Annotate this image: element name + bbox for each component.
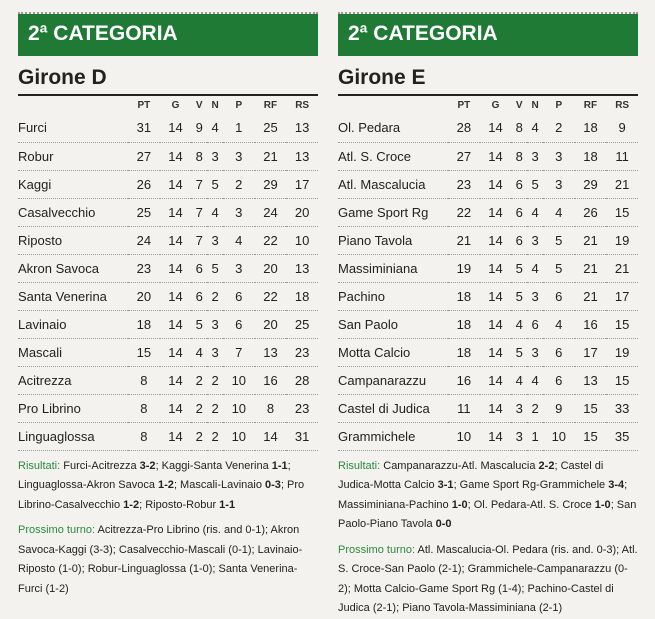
stat-cell: 6 <box>223 310 255 338</box>
stat-cell: 6 <box>543 366 575 394</box>
table-row <box>338 338 638 366</box>
stat-cell: 1 <box>223 114 255 142</box>
stat-cell: 2 <box>207 394 223 422</box>
stat-cell: 14 <box>160 338 192 366</box>
team-name: Pachino <box>338 282 448 310</box>
stat-cell: 15 <box>575 394 607 422</box>
stat-cell: 6 <box>511 198 527 226</box>
table-row <box>338 394 638 422</box>
stat-cell: 27 <box>448 142 480 170</box>
next-round-label: Prossimo turno: <box>338 543 416 556</box>
match-score: 1-2 <box>123 498 140 511</box>
match-score: 2-2 <box>538 459 555 472</box>
stat-cell: 14 <box>160 282 192 310</box>
match-text: ; San Paolo-Piano Tavola <box>338 498 637 530</box>
stat-cell: 3 <box>207 310 223 338</box>
stat-cell: 22 <box>255 226 287 254</box>
match-text: ; Game Sport Rg-Grammichele <box>453 479 609 491</box>
stat-cell: 20 <box>255 310 287 338</box>
stat-cell: 4 <box>511 310 527 338</box>
stat-cell: 13 <box>255 338 287 366</box>
stat-cell: 3 <box>207 226 223 254</box>
column-header: P <box>235 99 243 111</box>
stat-cell: 16 <box>255 366 287 394</box>
stat-cell: 3 <box>207 142 223 170</box>
stat-cell: 14 <box>160 170 192 198</box>
match-text: ; Ol. Pedara-Atl. S. Croce <box>467 498 595 511</box>
match-text: ; Castel di Judica-Motta Calcio <box>338 459 604 491</box>
stat-cell: 31 <box>286 422 318 450</box>
stat-cell: 23 <box>448 170 480 198</box>
table-row <box>18 422 318 450</box>
stat-cell: 4 <box>543 310 575 338</box>
stat-cell: 11 <box>448 394 480 422</box>
stat-cell: 15 <box>606 366 638 394</box>
stat-cell: 14 <box>160 226 192 254</box>
stat-cell: 13 <box>286 114 318 142</box>
stat-cell: 2 <box>191 422 207 450</box>
stat-cell: 35 <box>606 422 638 450</box>
stat-cell: 3 <box>511 422 527 450</box>
column-header: P <box>555 99 563 111</box>
match-score: 3-1 <box>437 479 454 491</box>
stat-cell: 4 <box>527 114 543 142</box>
stat-cell: 3 <box>543 142 575 170</box>
stat-cell: 2 <box>191 394 207 422</box>
stat-cell: 3 <box>527 338 543 366</box>
stat-cell: 8 <box>255 394 287 422</box>
stat-cell: 7 <box>223 338 255 366</box>
table-row <box>338 142 638 170</box>
column-header <box>338 96 448 114</box>
column-header <box>18 96 128 114</box>
results-paragraph <box>18 457 318 516</box>
team-name: Acitrezza <box>18 366 128 394</box>
stat-cell: 4 <box>543 198 575 226</box>
results-label: Risultati: <box>338 459 381 472</box>
team-name: Kaggi <box>18 170 128 198</box>
standings-column-girone-d <box>18 14 318 599</box>
stat-cell: 5 <box>511 338 527 366</box>
stat-cell: 14 <box>480 282 512 310</box>
stat-cell: 14 <box>160 254 192 282</box>
stat-cell: 4 <box>223 226 255 254</box>
stat-cell: 9 <box>191 114 207 142</box>
stat-cell: 14 <box>160 394 192 422</box>
standings-column-girone-e <box>338 14 638 619</box>
match-text: Furci-Acitrezza <box>63 459 140 472</box>
stat-cell: 9 <box>543 394 575 422</box>
column-header: V <box>515 99 523 111</box>
table-row <box>338 282 638 310</box>
stat-cell: 21 <box>255 142 287 170</box>
stat-cell: 4 <box>207 114 223 142</box>
column-header: RS <box>295 99 310 111</box>
stat-cell: 19 <box>448 254 480 282</box>
match-score: 1-0 <box>451 498 468 511</box>
stat-cell: 8 <box>128 394 160 422</box>
column-header: RF <box>263 99 278 111</box>
stat-cell: 3 <box>527 282 543 310</box>
stat-cell: 8 <box>511 114 527 142</box>
table-row <box>18 394 318 422</box>
table-row <box>338 170 638 198</box>
results-paragraph <box>338 457 638 535</box>
table-row <box>338 310 638 338</box>
match-score: 1-0 <box>594 498 611 511</box>
table-row <box>18 198 318 226</box>
column-header: PT <box>457 99 471 111</box>
girone-title: Girone D <box>18 66 107 89</box>
stat-cell: 5 <box>543 226 575 254</box>
team-name: Santa Venerina <box>18 282 128 310</box>
stat-cell: 6 <box>511 226 527 254</box>
stat-cell: 6 <box>191 282 207 310</box>
stat-cell: 26 <box>128 170 160 198</box>
stat-cell: 24 <box>128 226 160 254</box>
team-name: Furci <box>18 114 128 142</box>
stat-cell: 20 <box>286 198 318 226</box>
stat-cell: 28 <box>286 366 318 394</box>
stat-cell: 21 <box>575 226 607 254</box>
stat-cell: 16 <box>575 310 607 338</box>
next-round-text: Atl. Mascalucia-Ol. Pedara (ris. and. 0-3); Atl. S. Croce-San Paolo (2-1); Grammichele-Campanarazzu (0-2); Motta Calcio-Game Sport Rg (1-4); Pachino-Castel di Judica (2-1); Piano Tavola-Massiminiana (2-1) <box>338 543 638 614</box>
stat-cell: 2 <box>191 366 207 394</box>
team-name: Grammichele <box>338 422 448 450</box>
stat-cell: 8 <box>128 422 160 450</box>
stat-cell: 20 <box>128 282 160 310</box>
column-header: N <box>211 99 219 111</box>
match-score: 0-0 <box>435 518 452 530</box>
column-header: G <box>491 99 500 111</box>
team-name: Akron Savoca <box>18 254 128 282</box>
stat-cell: 33 <box>606 394 638 422</box>
column-header: RF <box>583 99 598 111</box>
stat-cell: 14 <box>480 366 512 394</box>
team-name: Lavinaio <box>18 310 128 338</box>
team-name: Atl. Mascalucia <box>338 170 448 198</box>
stat-cell: 18 <box>448 282 480 310</box>
column-header: N <box>531 99 539 111</box>
column-header: V <box>195 99 203 111</box>
stat-cell: 10 <box>223 394 255 422</box>
table-row <box>18 282 318 310</box>
stat-cell: 10 <box>223 422 255 450</box>
stat-cell: 21 <box>606 254 638 282</box>
next-round-paragraph <box>18 521 318 599</box>
stat-cell: 7 <box>191 198 207 226</box>
stat-cell: 18 <box>128 310 160 338</box>
match-score: 1-1 <box>271 459 288 472</box>
match-text: Campanarazzu-Atl. Mascalucia <box>383 459 539 472</box>
stat-cell: 5 <box>207 254 223 282</box>
stat-cell: 2 <box>207 282 223 310</box>
team-name: Atl. S. Croce <box>338 142 448 170</box>
stat-cell: 14 <box>480 254 512 282</box>
stat-cell: 29 <box>575 170 607 198</box>
match-text: ; Pro Librino-Casalvecchio <box>18 479 305 511</box>
stat-cell: 4 <box>527 198 543 226</box>
stat-cell: 21 <box>575 282 607 310</box>
stat-cell: 3 <box>223 254 255 282</box>
stat-cell: 5 <box>511 282 527 310</box>
stat-cell: 18 <box>448 310 480 338</box>
stat-cell: 3 <box>527 142 543 170</box>
stat-cell: 14 <box>160 198 192 226</box>
stat-cell: 22 <box>255 282 287 310</box>
stat-cell: 17 <box>575 338 607 366</box>
stat-cell: 20 <box>255 254 287 282</box>
table-row <box>338 254 638 282</box>
stat-cell: 27 <box>128 142 160 170</box>
stat-cell: 10 <box>448 422 480 450</box>
stat-cell: 25 <box>255 114 287 142</box>
column-header: G <box>171 99 180 111</box>
stat-cell: 21 <box>448 226 480 254</box>
table-row <box>338 366 638 394</box>
team-name: Massiminiana <box>338 254 448 282</box>
match-text: ; Mascali-Lavinaio <box>173 479 266 491</box>
team-name: Ol. Pedara <box>338 114 448 142</box>
stat-cell: 17 <box>606 282 638 310</box>
stat-cell: 21 <box>575 254 607 282</box>
stat-cell: 18 <box>575 142 607 170</box>
stat-cell: 18 <box>286 282 318 310</box>
stat-cell: 7 <box>191 170 207 198</box>
stat-cell: 5 <box>191 310 207 338</box>
team-name: Castel di Judica <box>338 394 448 422</box>
match-text: ; Linguaglossa-Akron Savoca <box>18 459 291 491</box>
standings-table <box>18 96 318 451</box>
stat-cell: 6 <box>543 282 575 310</box>
team-name: Game Sport Rg <box>338 198 448 226</box>
stat-cell: 14 <box>480 226 512 254</box>
category-banner: 2ª CATEGORIA <box>18 14 318 56</box>
stat-cell: 13 <box>286 142 318 170</box>
table-row <box>338 226 638 254</box>
stat-cell: 16 <box>448 366 480 394</box>
match-score: 3-2 <box>139 459 156 472</box>
next-round-label: Prossimo turno: <box>18 524 96 536</box>
stat-cell: 14 <box>480 422 512 450</box>
match-text: ; Massiminiana-Pachino <box>338 479 628 511</box>
stat-cell: 3 <box>527 226 543 254</box>
header-row <box>18 96 318 114</box>
stat-cell: 5 <box>527 170 543 198</box>
table-row <box>18 366 318 394</box>
team-name: San Paolo <box>338 310 448 338</box>
match-score: 1-1 <box>219 498 236 511</box>
table-row <box>18 142 318 170</box>
stat-cell: 4 <box>511 366 527 394</box>
stat-cell: 3 <box>223 142 255 170</box>
stat-cell: 2 <box>527 394 543 422</box>
stat-cell: 8 <box>191 142 207 170</box>
stat-cell: 1 <box>527 422 543 450</box>
table-row <box>18 226 318 254</box>
stat-cell: 6 <box>511 170 527 198</box>
stat-cell: 21 <box>606 170 638 198</box>
stat-cell: 3 <box>511 394 527 422</box>
table-row <box>338 114 638 142</box>
team-name: Robur <box>18 142 128 170</box>
team-name: Motta Calcio <box>338 338 448 366</box>
team-name: Riposto <box>18 226 128 254</box>
stat-cell: 23 <box>128 254 160 282</box>
stat-cell: 4 <box>527 254 543 282</box>
stat-cell: 8 <box>128 366 160 394</box>
stat-cell: 8 <box>511 142 527 170</box>
stat-cell: 18 <box>448 338 480 366</box>
match-text: ; Kaggi-Santa Venerina <box>155 459 272 472</box>
header-row <box>338 96 638 114</box>
match-score: 0-3 <box>265 479 281 491</box>
category-banner: 2ª CATEGORIA <box>338 14 638 56</box>
stat-cell: 13 <box>286 254 318 282</box>
stat-cell: 3 <box>543 170 575 198</box>
stat-cell: 28 <box>448 114 480 142</box>
stat-cell: 29 <box>255 170 287 198</box>
stat-cell: 14 <box>160 114 192 142</box>
stat-cell: 9 <box>606 114 638 142</box>
stat-cell: 5 <box>511 254 527 282</box>
stat-cell: 31 <box>128 114 160 142</box>
stat-cell: 19 <box>606 226 638 254</box>
stat-cell: 4 <box>207 198 223 226</box>
stat-cell: 14 <box>160 310 192 338</box>
stat-cell: 4 <box>191 338 207 366</box>
team-name: Pro Librino <box>18 394 128 422</box>
stat-cell: 15 <box>575 422 607 450</box>
stat-cell: 19 <box>606 338 638 366</box>
table-row <box>18 254 318 282</box>
team-name: Casalvecchio <box>18 198 128 226</box>
team-name: Linguaglossa <box>18 422 128 450</box>
stat-cell: 10 <box>223 366 255 394</box>
results-label: Risultati: <box>18 459 61 472</box>
stat-cell: 25 <box>128 198 160 226</box>
stat-cell: 23 <box>286 338 318 366</box>
stat-cell: 4 <box>527 366 543 394</box>
stat-cell: 14 <box>480 310 512 338</box>
stat-cell: 14 <box>480 198 512 226</box>
stat-cell: 10 <box>286 226 318 254</box>
stat-cell: 15 <box>606 198 638 226</box>
stat-cell: 14 <box>480 394 512 422</box>
stat-cell: 2 <box>223 170 255 198</box>
stat-cell: 10 <box>543 422 575 450</box>
stat-cell: 13 <box>575 366 607 394</box>
table-row <box>18 170 318 198</box>
table-row <box>338 422 638 450</box>
stat-cell: 23 <box>286 394 318 422</box>
stat-cell: 26 <box>575 198 607 226</box>
stat-cell: 14 <box>160 366 192 394</box>
stat-cell: 14 <box>255 422 287 450</box>
stat-cell: 3 <box>223 198 255 226</box>
next-round-paragraph <box>338 541 638 619</box>
match-score: 1-2 <box>158 479 174 491</box>
stat-cell: 2 <box>207 366 223 394</box>
stat-cell: 24 <box>255 198 287 226</box>
standings-table <box>338 96 638 451</box>
table-row <box>338 198 638 226</box>
match-text: ; Riposto-Robur <box>139 498 220 511</box>
stat-cell: 6 <box>527 310 543 338</box>
match-score: 3-4 <box>608 479 625 491</box>
column-header: PT <box>137 99 151 111</box>
stat-cell: 7 <box>191 226 207 254</box>
team-name: Piano Tavola <box>338 226 448 254</box>
stat-cell: 2 <box>543 114 575 142</box>
stat-cell: 6 <box>543 338 575 366</box>
stat-cell: 14 <box>160 422 192 450</box>
team-name: Campanarazzu <box>338 366 448 394</box>
stat-cell: 14 <box>480 114 512 142</box>
stat-cell: 2 <box>207 422 223 450</box>
girone-title: Girone E <box>338 66 426 89</box>
stat-cell: 14 <box>160 142 192 170</box>
stat-cell: 15 <box>606 310 638 338</box>
stat-cell: 17 <box>286 170 318 198</box>
stat-cell: 18 <box>575 114 607 142</box>
team-name: Mascali <box>18 338 128 366</box>
stat-cell: 14 <box>480 338 512 366</box>
stat-cell: 14 <box>480 142 512 170</box>
stat-cell: 15 <box>128 338 160 366</box>
stat-cell: 5 <box>207 170 223 198</box>
table-row <box>18 338 318 366</box>
table-row <box>18 310 318 338</box>
stat-cell: 25 <box>286 310 318 338</box>
next-round-text: Acitrezza-Pro Librino (ris. and 0-1); Akron Savoca-Kaggi (3-3); Casalvecchio-Mascali (0-1); Lavinaio-Riposto (1-0); Robur-Linguaglossa (1-0); Santa Venerina-Furci (1-2) <box>18 524 303 595</box>
column-header: RS <box>615 99 630 111</box>
stat-cell: 11 <box>606 142 638 170</box>
table-row <box>18 114 318 142</box>
stat-cell: 6 <box>223 282 255 310</box>
stat-cell: 6 <box>191 254 207 282</box>
stat-cell: 5 <box>543 254 575 282</box>
stat-cell: 3 <box>207 338 223 366</box>
stat-cell: 14 <box>480 170 512 198</box>
stat-cell: 22 <box>448 198 480 226</box>
